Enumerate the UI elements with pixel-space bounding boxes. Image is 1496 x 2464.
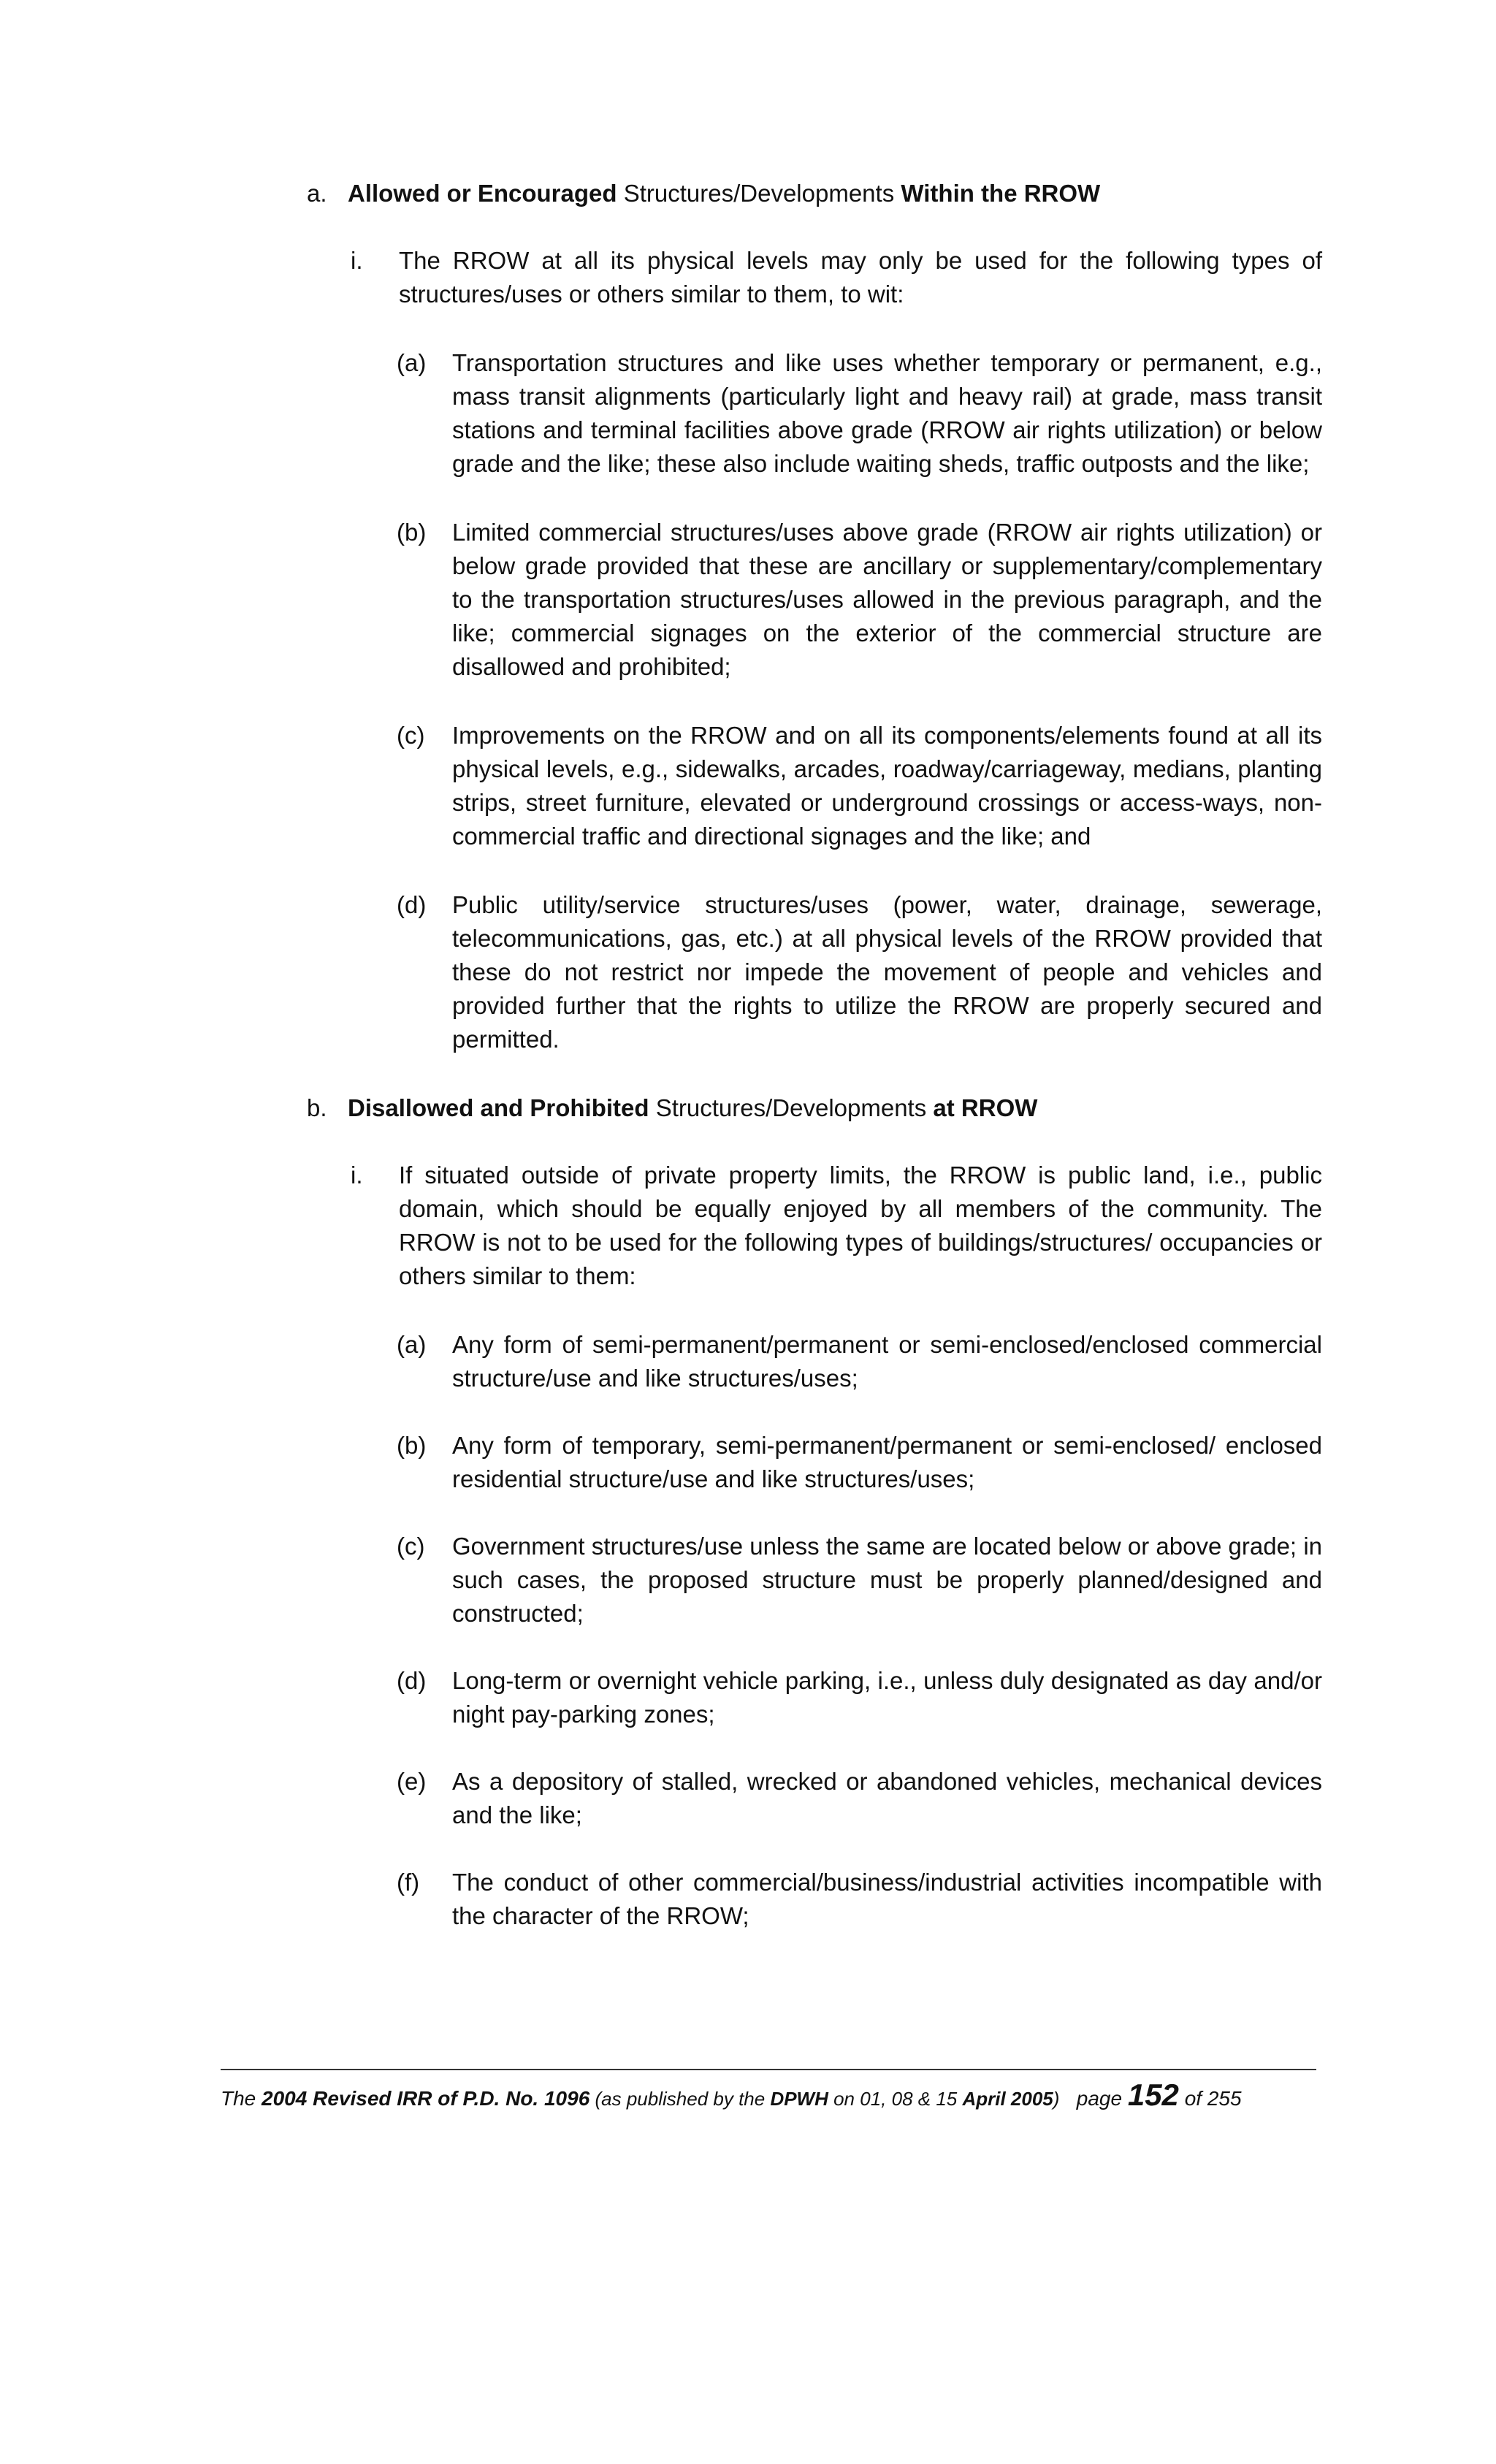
item-label: (d) — [397, 891, 427, 918]
section-b-item-b — [397, 1429, 1322, 1496]
section-b-letter: b. — [307, 1094, 327, 1121]
item-label: (a) — [397, 1331, 427, 1358]
item-label: (a) — [397, 349, 427, 376]
footer-page-total: of 255 — [1178, 2087, 1242, 2110]
item-text: Any form of semi-permanent/permanent or semi-enclosed/enclosed commercial structure/use and like structures/uses; — [452, 1331, 1322, 1392]
item-label: (b) — [397, 519, 427, 546]
footer-dates: on 01, 08 & 15 — [828, 2088, 963, 2110]
footer-publisher: DPWH — [770, 2088, 828, 2110]
item-label: (f) — [397, 1869, 420, 1896]
item-label: (d) — [397, 1667, 427, 1694]
footer-divider — [221, 2069, 1316, 2070]
item-text: As a depository of stalled, wrecked or abandoned vehicles, mechanical devices and the like; — [452, 1768, 1322, 1828]
footer-published-close: ) — [1053, 2088, 1060, 2110]
item-text: Transportation structures and like uses whether temporary or permanent, e.g., mass transit alignments (particularly light and heavy rail) at grade, mass transit stations and terminal facilities above grade (RROW air rights utilization) or below grade and the like; these also include waiting sheds, traffic outposts and the like; — [452, 349, 1322, 477]
section-a-paragraph-i — [351, 244, 1322, 311]
section-b-paragraph-i — [351, 1159, 1322, 1293]
paragraph-text: If situated outside of private property limits, the RROW is public land, i.e., public domain, which should be equally enjoyed by all members of the community. The RROW is not to be used for the following types of buildings/structures/ occupancies or others similar to them: — [399, 1162, 1322, 1289]
section-a-letter: a. — [307, 180, 327, 207]
section-a-item-a — [397, 346, 1322, 481]
section-a-item-d — [397, 888, 1322, 1056]
item-label: (c) — [397, 1533, 425, 1560]
item-label: (b) — [397, 1432, 427, 1459]
item-label: (e) — [397, 1768, 427, 1795]
item-text: Public utility/service structures/uses (power, water, drainage, sewerage, telecommunications, gas, etc.) at all physical levels of the RROW provided that these do not restrict nor impede the movement of people and vehicles and provided further that the rights to utilize the RROW are properly secured and permitted. — [452, 891, 1322, 1053]
footer-page-word: page — [1059, 2087, 1128, 2110]
item-text: Limited commercial structures/uses above grade (RROW air rights utilization) or below grade provided that these are ancillary or supplementary/complementary to the transportation structures/uses allowed in the previous paragraph, and the like; commercial signages on the exterior of the commercial structure are disallowed and prohibited; — [452, 519, 1322, 680]
item-text: Improvements on the RROW and on all its components/elements found at all its physical levels, e.g., sidewalks, arcades, roadway/carriageway, medians, planting strips, street furniture, elevated or underground crossings or access-ways, non-commercial traffic and directional signages and the like; and — [452, 722, 1322, 850]
footer-page-number: 152 — [1127, 2078, 1179, 2112]
section-b-item-f — [397, 1866, 1322, 1933]
footer-published-open: (as published by the — [589, 2088, 771, 2110]
section-b-item-c — [397, 1530, 1322, 1630]
item-text: Long-term or overnight vehicle parking, i.e., unless duly designated as day and/or night pay-parking zones; — [452, 1667, 1322, 1728]
section-a-heading-normal: Structures/Developments — [617, 180, 901, 207]
section-b-item-a — [397, 1328, 1322, 1395]
item-label: (c) — [397, 722, 425, 749]
section-a-heading-bold-2: Within the RROW — [901, 180, 1101, 207]
section-b-heading — [307, 1091, 1329, 1125]
section-b-item-e — [397, 1765, 1322, 1832]
paragraph-number: i. — [351, 247, 363, 274]
section-a-heading-bold-1: Allowed or Encouraged — [348, 180, 617, 207]
footer-document-title: 2004 Revised IRR of P.D. No. 1096 — [262, 2087, 590, 2110]
paragraph-number: i. — [351, 1162, 363, 1189]
item-text: The conduct of other commercial/business/industrial activities incompatible with the character of the RROW; — [452, 1869, 1322, 1929]
page-footer — [221, 2080, 1316, 2113]
item-text: Government structures/use unless the same are located below or above grade; in such cases, the proposed structure must be properly planned/designed and constructed; — [452, 1533, 1322, 1627]
item-text: Any form of temporary, semi-permanent/permanent or semi-enclosed/ enclosed residential structure/use and like structures/uses; — [452, 1432, 1322, 1492]
section-b-heading-bold-2: at RROW — [933, 1094, 1038, 1121]
section-b-heading-normal: Structures/Developments — [649, 1094, 934, 1121]
section-a-item-c — [397, 719, 1322, 853]
section-a-heading — [307, 177, 1329, 210]
footer-month-year: April 2005 — [962, 2088, 1053, 2110]
section-a-item-b — [397, 516, 1322, 684]
footer-the: The — [221, 2087, 262, 2110]
paragraph-text: The RROW at all its physical levels may only be used for the following types of structures/uses or others similar to them, to wit: — [399, 247, 1322, 308]
section-b-item-d — [397, 1664, 1322, 1731]
section-b-heading-bold-1: Disallowed and Prohibited — [348, 1094, 649, 1121]
